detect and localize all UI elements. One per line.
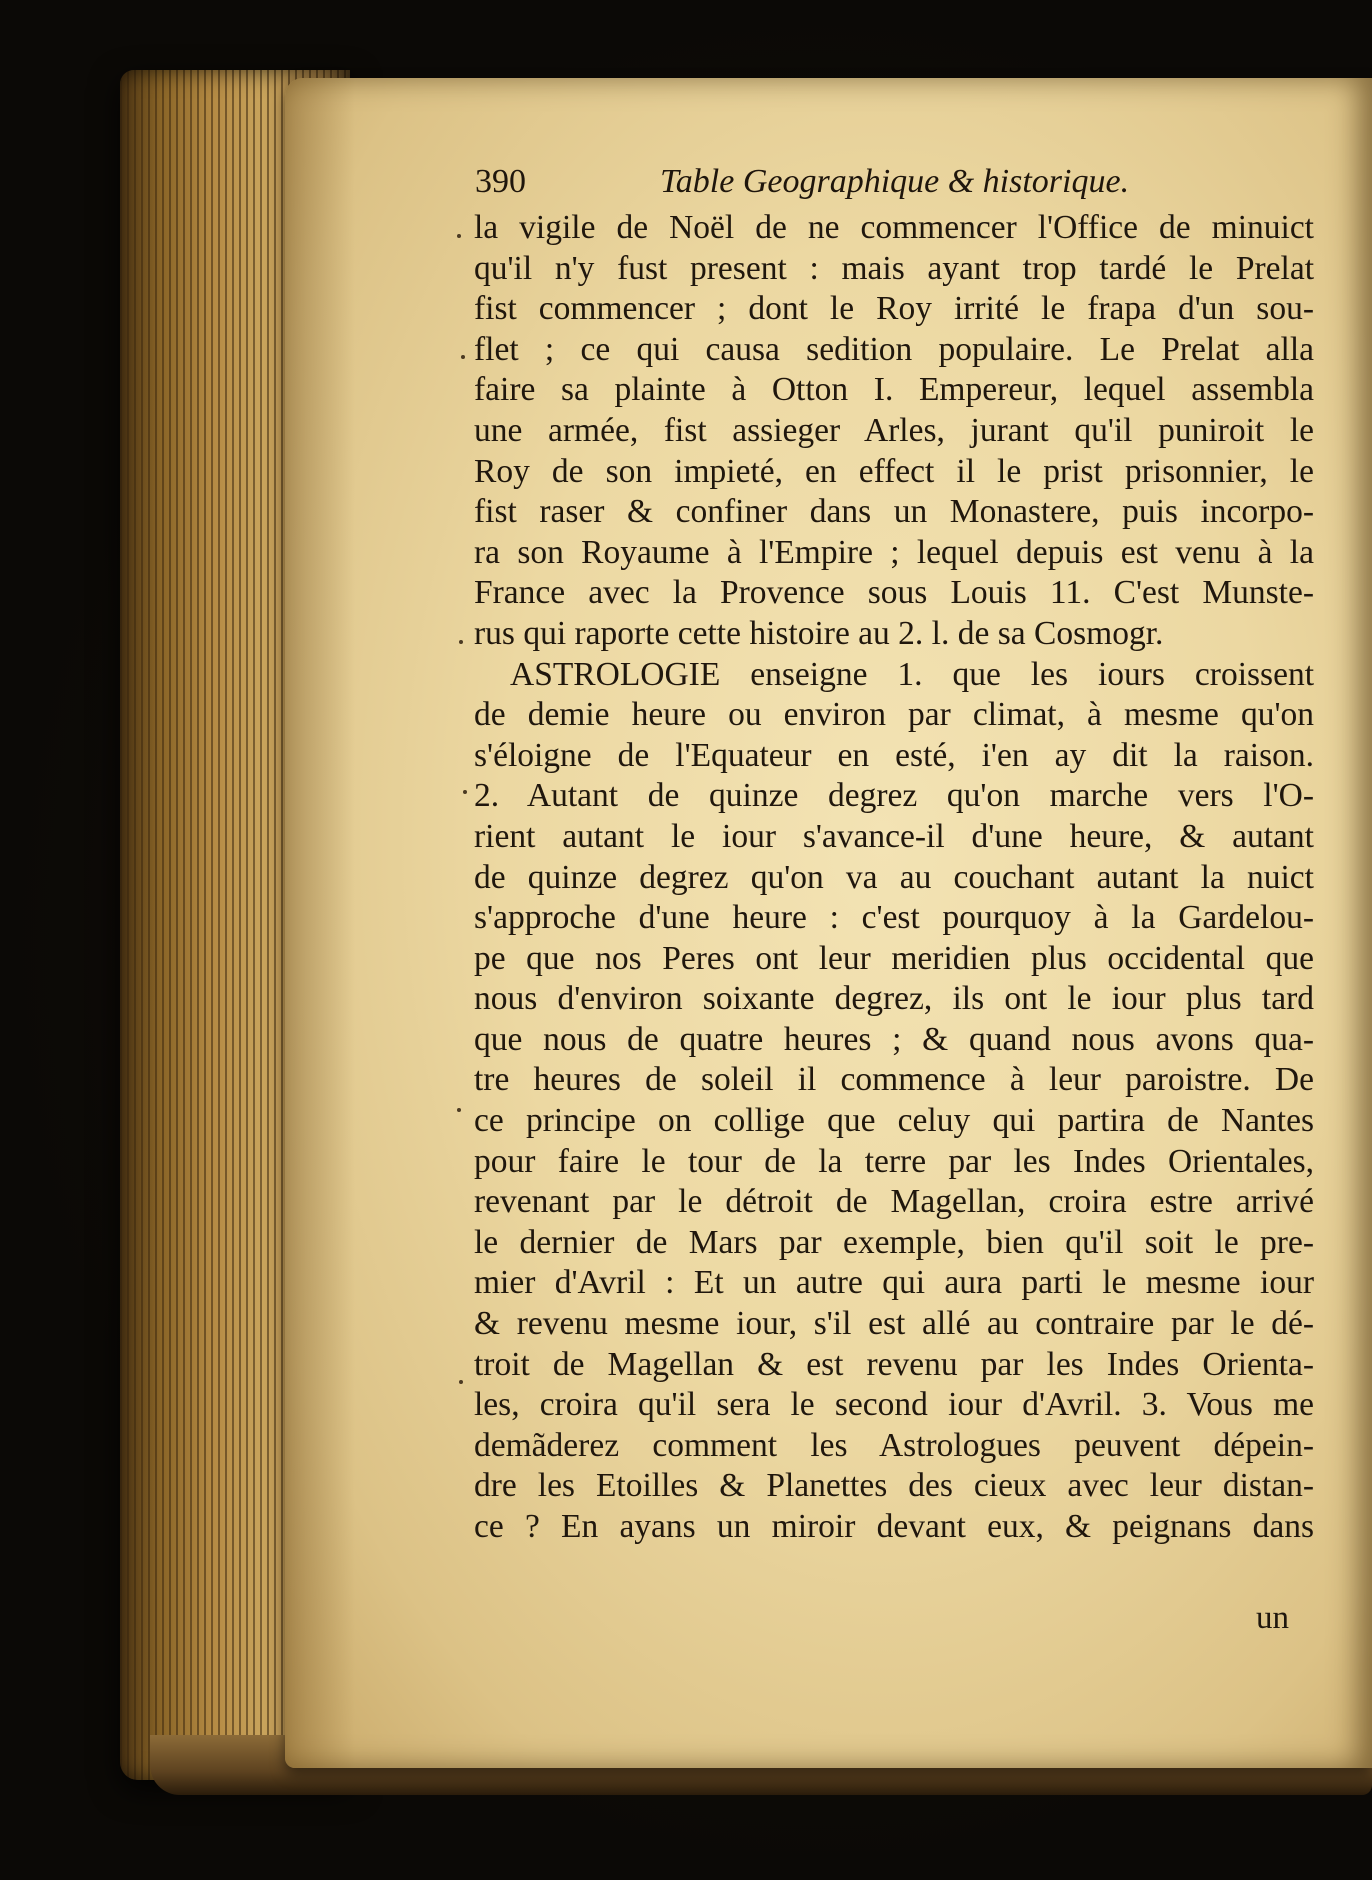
margin-dot xyxy=(459,1380,463,1384)
text-line: demãderez comment les Astrologues peuvent dépein- xyxy=(474,1426,1314,1464)
text-line: ra son Royaume à l'Empire ; lequel depuis est venu à la xyxy=(474,533,1314,571)
page-header xyxy=(475,163,1175,213)
running-title: Table Geographique & historique. xyxy=(660,163,1130,200)
text-line: & revenu mesme iour, s'il est allé au contraire par le dé- xyxy=(474,1305,1314,1343)
margin-dot xyxy=(463,790,467,794)
text-line: mier d'Avril : Et un autre qui aura parti le mesme iour xyxy=(474,1264,1314,1302)
text-line: de demie heure ou environ par climat, à mesme qu'on xyxy=(474,696,1314,734)
text-line: fist commencer ; dont le Roy irrité le frapa d'un sou- xyxy=(474,290,1314,328)
text-line: Roy de son impieté, en effect il le prist prisonnier, le xyxy=(474,452,1314,490)
margin-dot xyxy=(457,234,461,238)
margin-dot xyxy=(461,355,465,359)
margin-dot xyxy=(457,1108,461,1112)
margin-marks xyxy=(455,200,475,1550)
text-line: qu'il n'y fust present : mais ayant trop tardé le Prelat xyxy=(474,249,1314,287)
text-line: s'éloigne de l'Equateur en esté, i'en ay dit la raison. xyxy=(474,736,1314,774)
text-line: tre heures de soleil il commence à leur paroistre. De xyxy=(474,1061,1314,1099)
text-line: flet ; ce qui causa sedition populaire. Le Prelat alla xyxy=(474,330,1314,368)
text-line: que nous de quatre heures ; & quand nous avons qua- xyxy=(474,1020,1314,1058)
text-line: les, croira qu'il sera le second iour d'Avril. 3. Vous me xyxy=(474,1386,1314,1424)
text-line: s'approche d'une heure : c'est pourquoy à la Gardelou- xyxy=(474,899,1314,937)
text-line: une armée, fist assieger Arles, jurant qu'il puniroit le xyxy=(474,411,1314,449)
text-line: pe que nos Peres ont leur meridien plus occidental que xyxy=(474,939,1314,977)
text-line: ce principe on collige que celuy qui partira de Nantes xyxy=(474,1102,1314,1140)
page-number: 390 xyxy=(475,163,526,200)
text-line: pour faire le tour de la terre par les Indes Orientales, xyxy=(474,1142,1314,1180)
text-line: 2. Autant de quinze degrez qu'on marche vers l'O- xyxy=(474,777,1314,815)
text-line: fist raser & confiner dans un Monastere, puis incorpo- xyxy=(474,493,1314,531)
text-line: rient autant le iour s'avance-il d'une heure, & autant xyxy=(474,817,1314,855)
text-line: revenant par le détroit de Magellan, croira estre arrivé xyxy=(474,1183,1314,1221)
text-line: ce ? En ayans un miroir devant eux, & peignans dans xyxy=(474,1508,1314,1545)
margin-dot xyxy=(459,640,463,644)
text-line: de quinze degrez qu'on va au couchant autant la nuict xyxy=(474,858,1314,896)
text-line: France avec la Provence sous Louis 11. C'est Munste- xyxy=(474,574,1314,612)
text-line: troit de Magellan & est revenu par les Indes Orienta- xyxy=(474,1345,1314,1383)
text-line: le dernier de Mars par exemple, bien qu'il soit le pre- xyxy=(474,1223,1314,1261)
text-line: ASTROLOGIE enseigne 1. que les iours croissent xyxy=(510,655,1314,693)
body-text xyxy=(474,208,1314,1548)
text-line: dre les Etoilles & Planettes des cieux avec leur distan- xyxy=(474,1467,1314,1505)
text-line: rus qui raporte cette histoire au 2. l. de sa Cosmogr. xyxy=(474,614,1164,652)
catchword: un xyxy=(1256,1600,1289,1636)
text-line: faire sa plainte à Otton I. Empereur, lequel assembla xyxy=(474,371,1314,409)
text-line: la vigile de Noël de ne commencer l'Office de minuict xyxy=(474,209,1314,246)
text-line: nous d'environ soixante degrez, ils ont le iour plus tard xyxy=(474,980,1314,1018)
